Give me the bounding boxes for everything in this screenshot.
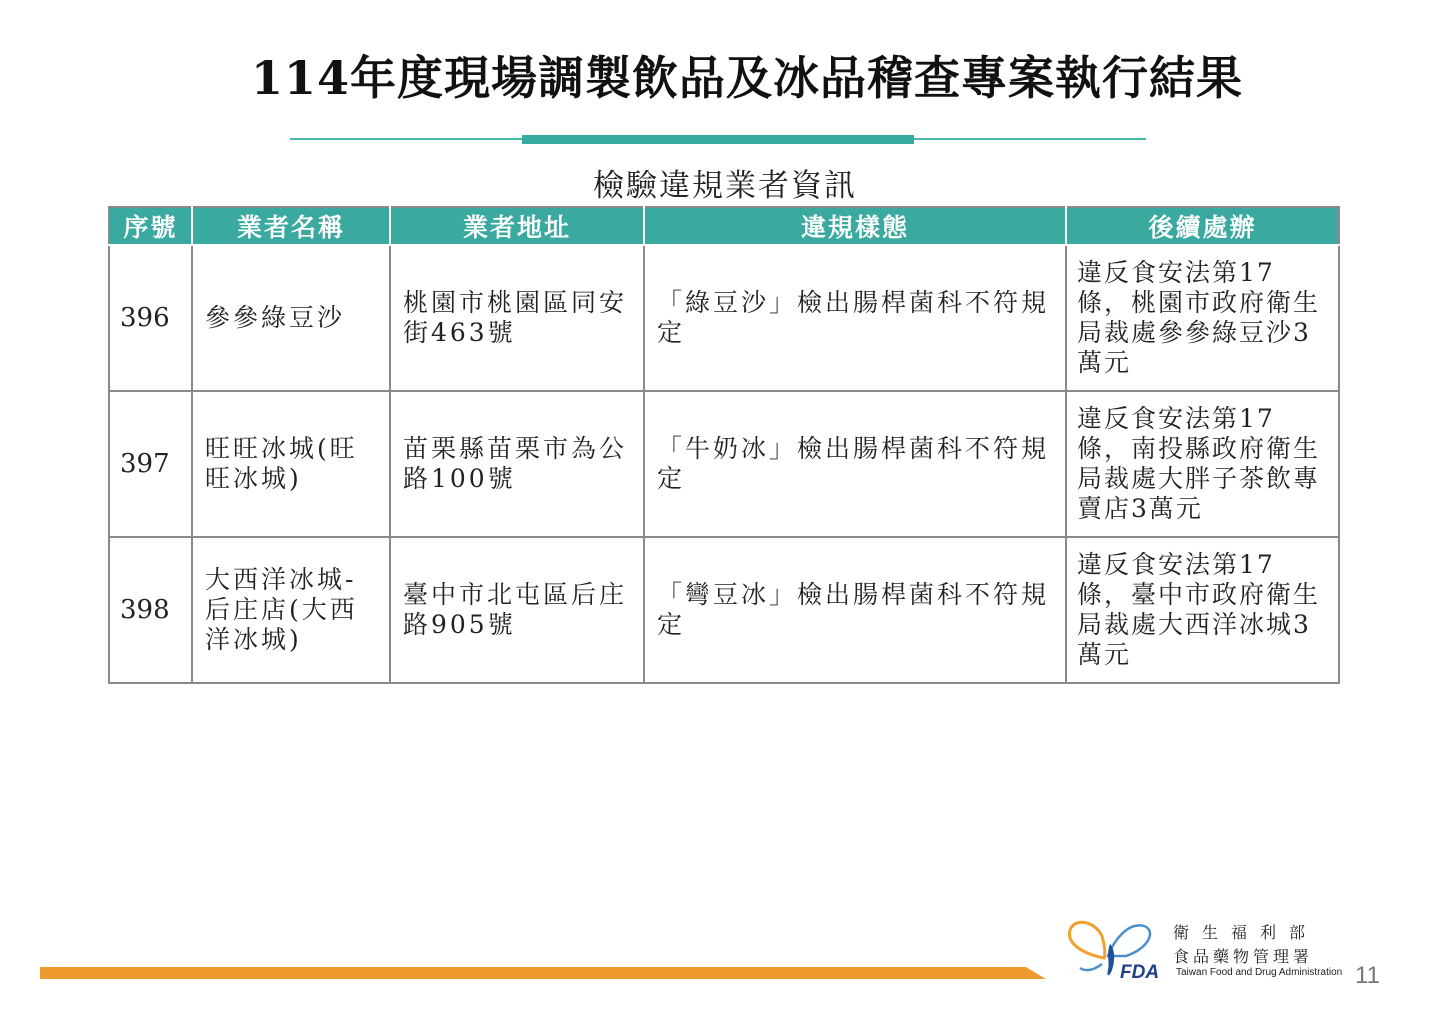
- page-number: 11: [1355, 962, 1380, 989]
- header-seq: 序號: [109, 207, 192, 245]
- header-address: 業者地址: [390, 207, 644, 245]
- table-caption: 檢驗違規業者資訊: [593, 168, 857, 204]
- fda-butterfly-logo-icon: [1064, 914, 1174, 984]
- cell-violation: 「牛奶冰」檢出腸桿菌科不符規定: [644, 391, 1066, 537]
- cell-seq: 396: [109, 245, 192, 391]
- table-row: [109, 537, 1339, 683]
- table-row: [109, 245, 1339, 391]
- cell-name: 參參綠豆沙: [192, 245, 390, 391]
- cell-name: 旺旺冰城(旺旺冰城): [192, 391, 390, 537]
- header-violation: 違規樣態: [644, 207, 1066, 245]
- cell-followup: 違反食安法第17條，桃園市政府衛生局裁處參參綠豆沙3萬元: [1066, 245, 1339, 391]
- footer-accent-bar: [40, 967, 1046, 979]
- cell-seq: 397: [109, 391, 192, 537]
- org-name-english: Taiwan Food and Drug Administration: [1176, 967, 1343, 978]
- cell-followup: 違反食安法第17條，臺中市政府衛生局裁處大西洋冰城3萬元: [1066, 537, 1339, 683]
- cell-address: 臺中市北屯區后庄路905號: [390, 537, 644, 683]
- cell-violation: 「綠豆沙」檢出腸桿菌科不符規定: [644, 245, 1066, 391]
- fda-logo-text: FDA: [1120, 962, 1160, 983]
- cell-address: 苗栗縣苗栗市為公路100號: [390, 391, 644, 537]
- header-followup: 後續處辦: [1066, 207, 1339, 245]
- table-row: [109, 391, 1339, 537]
- cell-followup: 違反食安法第17條，南投縣政府衛生局裁處大胖子茶飲專賣店3萬元: [1066, 391, 1339, 537]
- cell-violation: 「彎豆冰」檢出腸桿菌科不符規定: [644, 537, 1066, 683]
- violation-table: [108, 206, 1340, 684]
- slide-title: 114年度現場調製飲品及冰品稽查專案執行結果: [250, 51, 1244, 105]
- org-name-agency: 食品藥物管理署: [1173, 947, 1314, 966]
- org-name-ministry: 衛生福利部: [1173, 923, 1319, 942]
- table-header-row: [109, 207, 1339, 245]
- cell-seq: 398: [109, 537, 192, 683]
- title-divider-accent: [522, 135, 914, 144]
- cell-address: 桃園市桃園區同安街463號: [390, 245, 644, 391]
- cell-name: 大西洋冰城-后庄店(大西洋冰城): [192, 537, 390, 683]
- header-name: 業者名稱: [192, 207, 390, 245]
